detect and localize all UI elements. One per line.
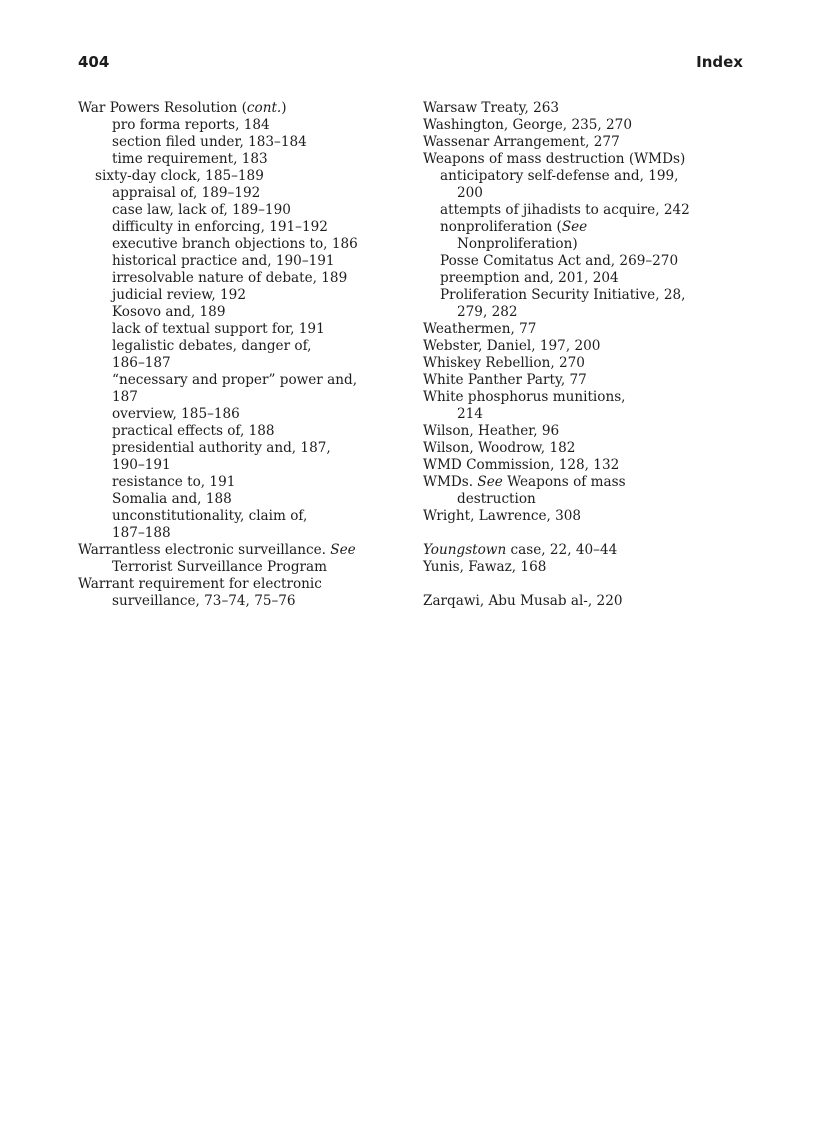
entry-text: Warrantless electronic surveillance. (78, 542, 331, 558)
index-entry: Zarqawi, Abu Musab al-, 220 (423, 593, 623, 609)
index-subentry: lack of textual support for, 191 (112, 321, 325, 337)
index-subentry-continued: 190–191 (112, 457, 171, 473)
index-subentry: sixty-day clock, 185–189 (95, 168, 264, 184)
index-subentry: appraisal of, 189–192 (112, 185, 261, 201)
index-entry: Whiskey Rebellion, 270 (423, 355, 585, 371)
letter-group-gap (423, 576, 753, 593)
index-entry: Warsaw Treaty, 263 (423, 100, 560, 116)
index-subentry: Proliferation Security Initiative, 28, (440, 287, 686, 303)
index-subentry: legalistic debates, danger of, (112, 338, 312, 354)
index-subentry: time requirement, 183 (112, 151, 268, 167)
entry-text: WMDs. (423, 474, 478, 490)
index-entry (423, 474, 753, 491)
index-entry: Wilson, Heather, 96 (423, 423, 560, 439)
index-subentry-continued: 200 (457, 185, 483, 201)
index-subentry: presidential authority and, 187, (112, 440, 331, 456)
entry-text: case, 22, 40–44 (506, 542, 618, 558)
index-subentry: Somalia and, 188 (112, 491, 232, 507)
index-entry-continued: Terrorist Surveillance Program (112, 559, 328, 575)
index-column-left (78, 100, 408, 610)
see-reference: See (330, 542, 356, 558)
index-entry: White Panther Party, 77 (423, 372, 587, 388)
index-entry (78, 542, 408, 559)
index-subentry: difficulty in enforcing, 191–192 (112, 219, 328, 235)
index-entry: White phosphorus munitions, (423, 389, 626, 405)
index-entry: Washington, George, 235, 270 (423, 117, 632, 133)
index-subentry: practical effects of, 188 (112, 423, 275, 439)
index-subentry: Kosovo and, 189 (112, 304, 226, 320)
page-header (78, 53, 743, 75)
index-subentry: historical practice and, 190–191 (112, 253, 335, 269)
index-entry: WMD Commission, 128, 132 (423, 457, 620, 473)
index-entry (78, 100, 408, 117)
index-entry: Wilson, Woodrow, 182 (423, 440, 576, 456)
running-head: Index (696, 53, 743, 71)
index-subentry: section filed under, 183–184 (112, 134, 307, 150)
entry-text: Weapons of mass (502, 474, 626, 490)
entry-text: War Powers Resolution ( (78, 100, 247, 116)
entry-italic: Youngstown (423, 542, 507, 558)
index-subentry: “necessary and proper” power and, (112, 372, 358, 388)
index-subentry: unconstitutionality, claim of, (112, 508, 308, 524)
index-subentry: irresolvable nature of debate, 189 (112, 270, 348, 286)
index-entry-continued: 214 (457, 406, 483, 422)
index-subentry: judicial review, 192 (112, 287, 246, 303)
index-subentry-continued: 186–187 (112, 355, 171, 371)
entry-italic: cont. (246, 100, 282, 116)
entry-text: ) (281, 100, 287, 116)
index-entry: Weapons of mass destruction (WMDs) (423, 151, 686, 167)
letter-group-gap (423, 525, 753, 542)
index-entry: Wright, Lawrence, 308 (423, 508, 582, 524)
index-entry: Warrant requirement for electronic (78, 576, 322, 592)
index-subentry: overview, 185–186 (112, 406, 240, 422)
index-subentry: preemption and, 201, 204 (440, 270, 619, 286)
index-subentry-continued: Nonproliferation) (457, 236, 578, 252)
index-entry-continued: surveillance, 73–74, 75–76 (112, 593, 296, 609)
see-reference: See (477, 474, 503, 490)
index-subentry: attempts of jihadists to acquire, 242 (440, 202, 690, 218)
index-entry-continued: destruction (457, 491, 536, 507)
index-subentry: resistance to, 191 (112, 474, 236, 490)
see-reference: See (561, 219, 588, 235)
index-subentry-continued: 187–188 (112, 525, 171, 541)
page-number: 404 (78, 53, 110, 71)
index-subentry-continued: 187 (112, 389, 138, 405)
index-subentry: case law, lack of, 189–190 (112, 202, 291, 218)
index-column-right (423, 100, 753, 610)
index-entry (423, 542, 753, 559)
index-entry: Webster, Daniel, 197, 200 (423, 338, 601, 354)
index-subentry: Posse Comitatus Act and, 269–270 (440, 253, 679, 269)
index-subentry-continued: 279, 282 (457, 304, 518, 320)
index-subentry: pro forma reports, 184 (112, 117, 270, 133)
index-subentry: executive branch objections to, 186 (112, 236, 358, 252)
entry-text: nonproliferation ( (440, 219, 562, 235)
index-subentry (423, 219, 753, 236)
index-entry: Wassenar Arrangement, 277 (423, 134, 620, 150)
index-entry: Yunis, Fawaz, 168 (423, 559, 547, 575)
index-subentry: anticipatory self-defense and, 199, (440, 168, 679, 184)
index-entry: Weathermen, 77 (423, 321, 537, 337)
